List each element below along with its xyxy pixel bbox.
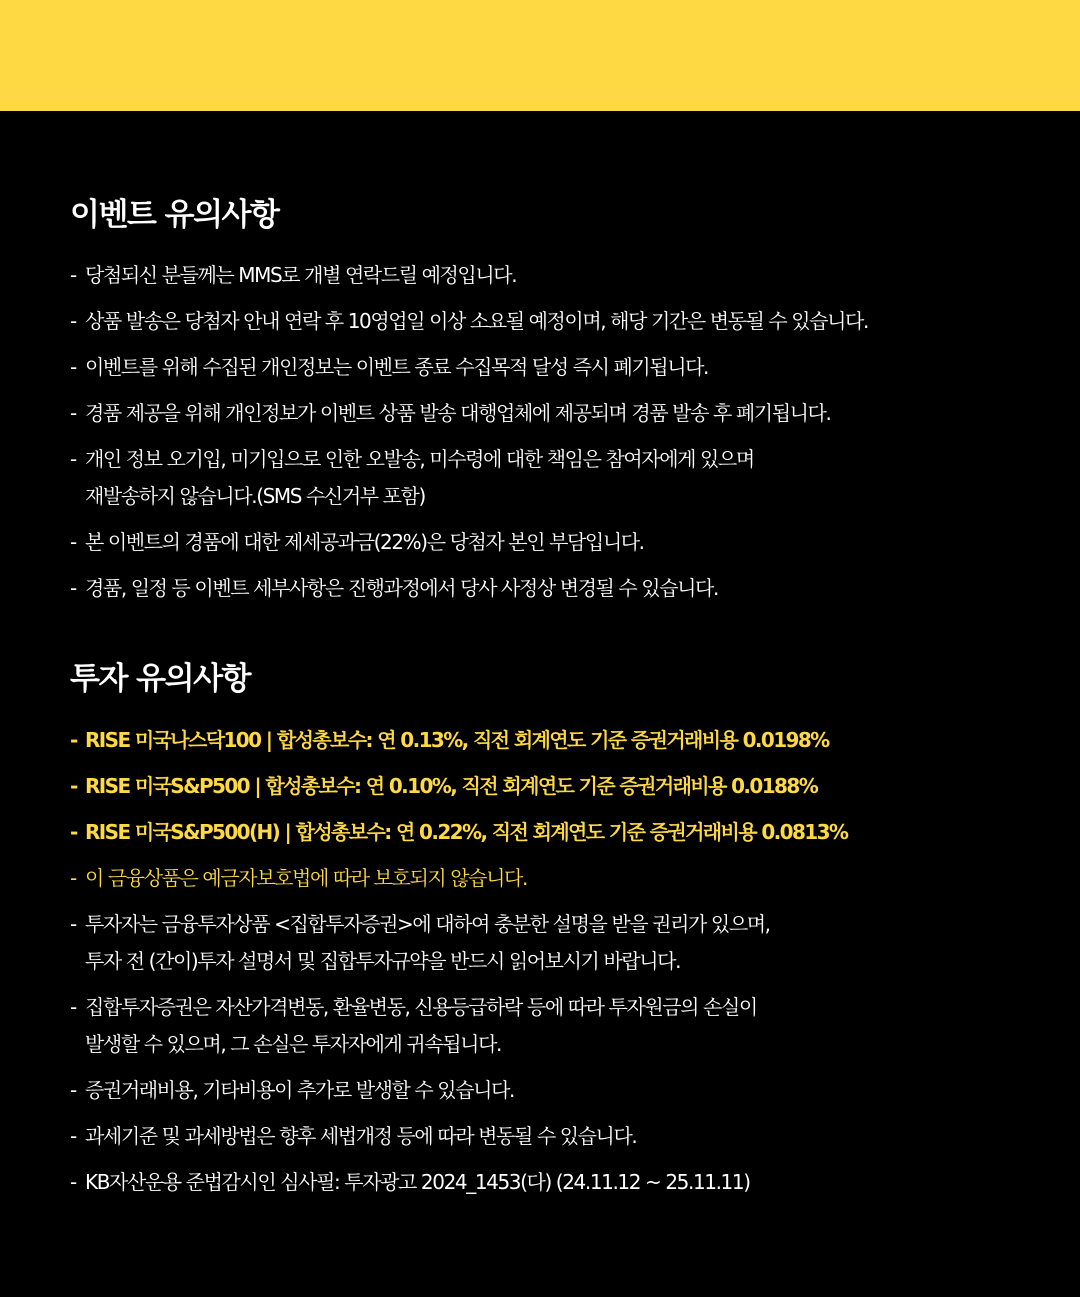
notice-text: 경품, 일정 등 이벤트 세부사항은 진행과정에서 당사 사정상 변경될 수 있습니다.: [85, 576, 718, 600]
investment-notice-title: 투자 유의사항: [70, 661, 250, 697]
bullet-dash: -: [70, 820, 77, 844]
notice-item: [70, 395, 868, 432]
bullet-dash: -: [70, 995, 76, 1019]
notice-text: 본 이벤트의 경품에 대한 제세공과금(22%)은 당첨자 본인 부담입니다.: [85, 530, 644, 554]
notice-item: [70, 989, 847, 1063]
notice-item: [70, 1072, 847, 1109]
event-notice-list: [70, 257, 868, 616]
notice-text: 이벤트를 위해 수집된 개인정보는 이벤트 종료 수집목적 달성 즉시 폐기됩니다.: [85, 355, 709, 379]
bullet-dash: -: [70, 263, 76, 287]
notice-text: 개인 정보 오기입, 미기입으로 인한 오발송, 미수령에 대한 책임은 참여자에게 있으며: [85, 447, 754, 471]
bullet-dash: -: [70, 912, 76, 936]
notice-item: [70, 524, 868, 561]
bullet-dash: -: [70, 774, 77, 798]
notice-text: 투자자는 금융투자상품 <집합투자증권>에 대하여 충분한 설명을 받을 권리가 있으며,: [85, 912, 770, 936]
investment-notice-list: [70, 722, 847, 1210]
notice-text: 이 금융상품은 예금자보호법에 따라 보호되지 않습니다.: [85, 866, 527, 890]
bullet-dash: -: [70, 530, 76, 554]
notice-text: 집합투자증권은 자산가격변동, 환율변동, 신용등급하락 등에 따라 투자원금의 손실이: [85, 995, 757, 1019]
bullet-dash: -: [70, 401, 76, 425]
notice-item: [70, 257, 868, 294]
notice-text: KB자산운용 준법감시인 심사필: 투자광고 2024_1453(다) (24.11.12 ~ 25.11.11): [85, 1170, 750, 1194]
fund-fee-item: [70, 814, 847, 851]
notice-item: [70, 349, 868, 386]
notice-item: [70, 303, 868, 340]
bullet-dash: -: [70, 728, 77, 752]
bullet-dash: -: [70, 1170, 76, 1194]
notice-text: 발생할 수 있으며, 그 손실은 투자자에게 귀속됩니다.: [85, 1032, 501, 1056]
bullet-dash: -: [70, 866, 76, 890]
deposit-protection-item: [70, 860, 847, 897]
bullet-dash: -: [70, 309, 76, 333]
bullet-dash: -: [70, 1124, 76, 1148]
top-banner: [0, 0, 1080, 111]
bullet-dash: -: [70, 355, 76, 379]
notice-text: 투자 전 (간이)투자 설명서 및 집합투자규약을 반드시 읽어보시기 바랍니다.: [85, 949, 681, 973]
notice-item: [70, 570, 868, 607]
bullet-dash: -: [70, 576, 76, 600]
bullet-dash: -: [70, 1078, 76, 1102]
bullet-dash: -: [70, 447, 76, 471]
compliance-item: [70, 1164, 847, 1201]
notice-text: 증권거래비용, 기타비용이 추가로 발생할 수 있습니다.: [85, 1078, 514, 1102]
notice-item: [70, 1118, 847, 1155]
notice-text: 재발송하지 않습니다.(SMS 수신거부 포함): [85, 484, 425, 508]
event-notice-title: 이벤트 유의사항: [70, 197, 279, 233]
fund-fee-item: [70, 768, 847, 805]
notice-text: RISE 미국S&P500 | 합성총보수: 연 0.10%, 직전 회계연도 기준 증권거래비용 0.0188%: [85, 774, 818, 798]
notice-item: [70, 441, 868, 515]
notice-text: RISE 미국S&P500(H) | 합성총보수: 연 0.22%, 직전 회계연도 기준 증권거래비용 0.0813%: [85, 820, 848, 844]
notice-text: 과세기준 및 과세방법은 향후 세법개정 등에 따라 변동될 수 있습니다.: [85, 1124, 637, 1148]
fund-fee-item: [70, 722, 847, 759]
notice-item: [70, 906, 847, 980]
notice-text: 당첨되신 분들께는 MMS로 개별 연락드릴 예정입니다.: [85, 263, 517, 287]
notice-text: 상품 발송은 당첨자 안내 연락 후 10영업일 이상 소요될 예정이며, 해당 기간은 변동될 수 있습니다.: [85, 309, 868, 333]
notice-text: 경품 제공을 위해 개인정보가 이벤트 상품 발송 대행업체에 제공되며 경품 발송 후 폐기됩니다.: [85, 401, 831, 425]
notice-text: RISE 미국나스닥100 | 합성총보수: 연 0.13%, 직전 회계연도 기준 증권거래비용 0.0198%: [85, 728, 829, 752]
